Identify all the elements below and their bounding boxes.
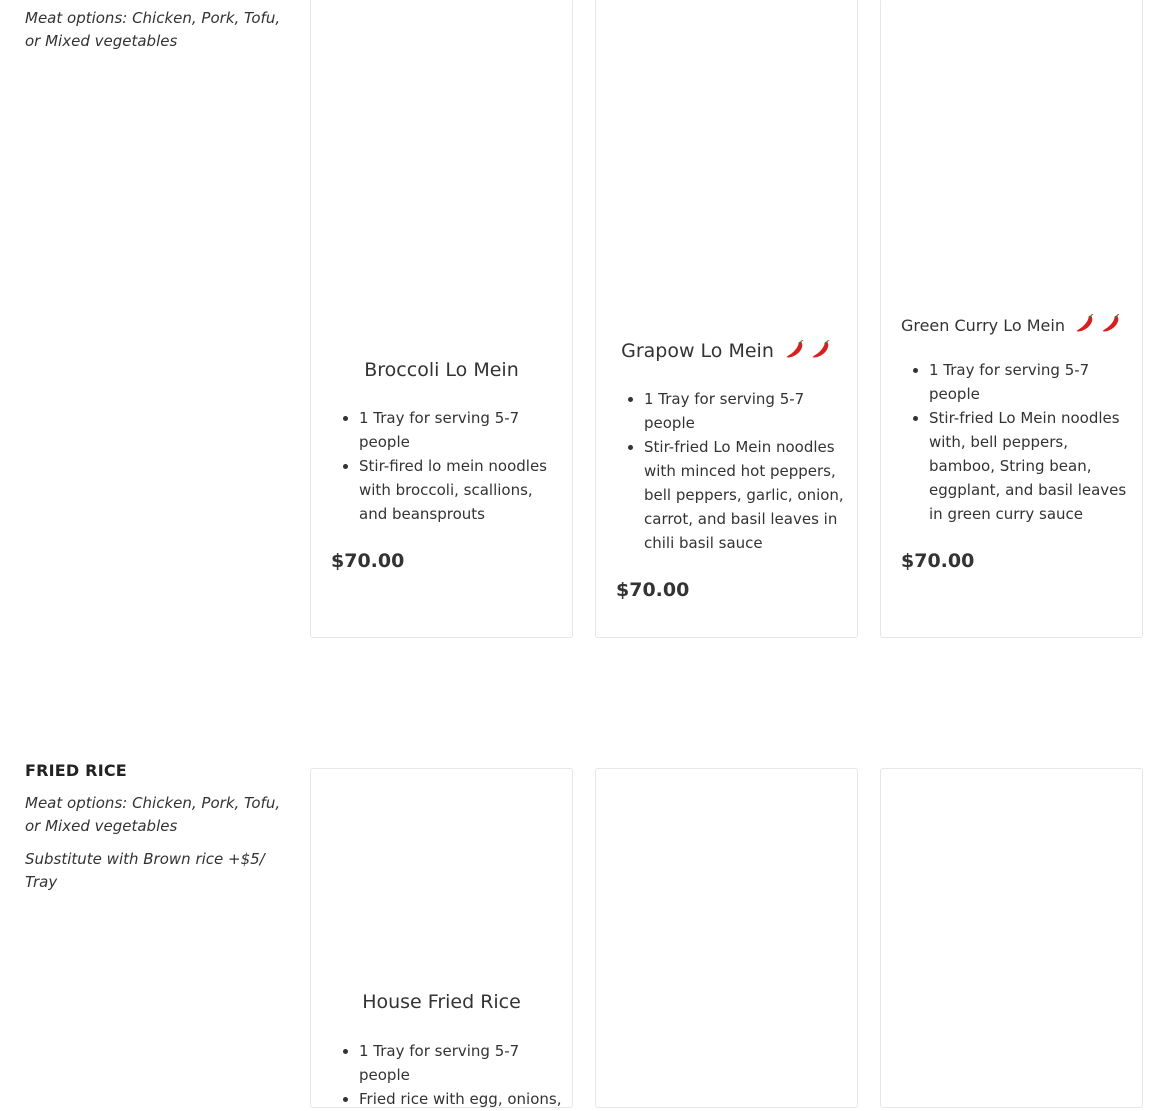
list-item: • Stir-fired lo mein noodles with broccoli, scallions, and beansprouts [359, 454, 564, 526]
menu-card-broccoli-lo-mein[interactable] [310, 0, 573, 638]
chili-pepper-icon [1074, 312, 1096, 334]
section-title-fried-rice: FRIED RICE [25, 761, 127, 780]
card-description-list [644, 387, 849, 555]
menu-card-green-curry-lo-mein[interactable] [880, 0, 1143, 638]
menu-card[interactable] [880, 768, 1143, 1108]
card-description-list [359, 1039, 564, 1111]
card-title: Broccoli Lo Mein [364, 359, 519, 381]
list-item: • Stir-fried Lo Mein noodles with minced hot peppers, bell peppers, garlic, onion, carrot, and basil leaves in chili basil sauce [644, 435, 849, 555]
list-item: • 1 Tray for serving 5-7 people [359, 406, 564, 454]
card-description-list [929, 358, 1134, 526]
list-item: • 1 Tray for serving 5-7 people [644, 387, 849, 435]
fried-rice-meat-options: Meat options: Chicken, Pork, Tofu, or Mixed vegetables [25, 794, 281, 835]
list-item: • 1 Tray for serving 5-7 people [929, 358, 1134, 406]
card-price: $70.00 [901, 550, 975, 572]
menu-card[interactable] [595, 768, 858, 1108]
card-title-row [596, 338, 857, 362]
card-title: Grapow Lo Mein [621, 340, 774, 362]
card-title: House Fried Rice [362, 991, 521, 1013]
list-item: • 1 Tray for serving 5-7 people [359, 1039, 564, 1087]
card-title-row [881, 312, 1142, 335]
card-title: Green Curry Lo Mein [900, 316, 1065, 335]
chili-pepper-icon [784, 338, 806, 360]
card-description-list [359, 406, 564, 526]
fried-rice-substitute-note: Substitute with Brown rice +$5/ Tray [25, 850, 265, 891]
menu-card-grapow-lo-mein[interactable] [595, 0, 858, 638]
list-item: • Stir-fried Lo Mein noodles with, bell peppers, bamboo, String bean, eggplant, and basil leaves in green curry sauce [929, 406, 1134, 526]
chili-pepper-icon [810, 338, 832, 360]
card-price: $70.00 [331, 550, 405, 572]
card-price: $70.00 [616, 579, 690, 601]
noodles-meat-options: Meat options: Chicken, Pork, Tofu, or Mixed vegetables [25, 9, 281, 50]
list-item: • Fried rice with egg, onions, [359, 1087, 564, 1111]
chili-pepper-icon [1100, 312, 1122, 334]
menu-card-house-fried-rice[interactable] [310, 768, 573, 1108]
